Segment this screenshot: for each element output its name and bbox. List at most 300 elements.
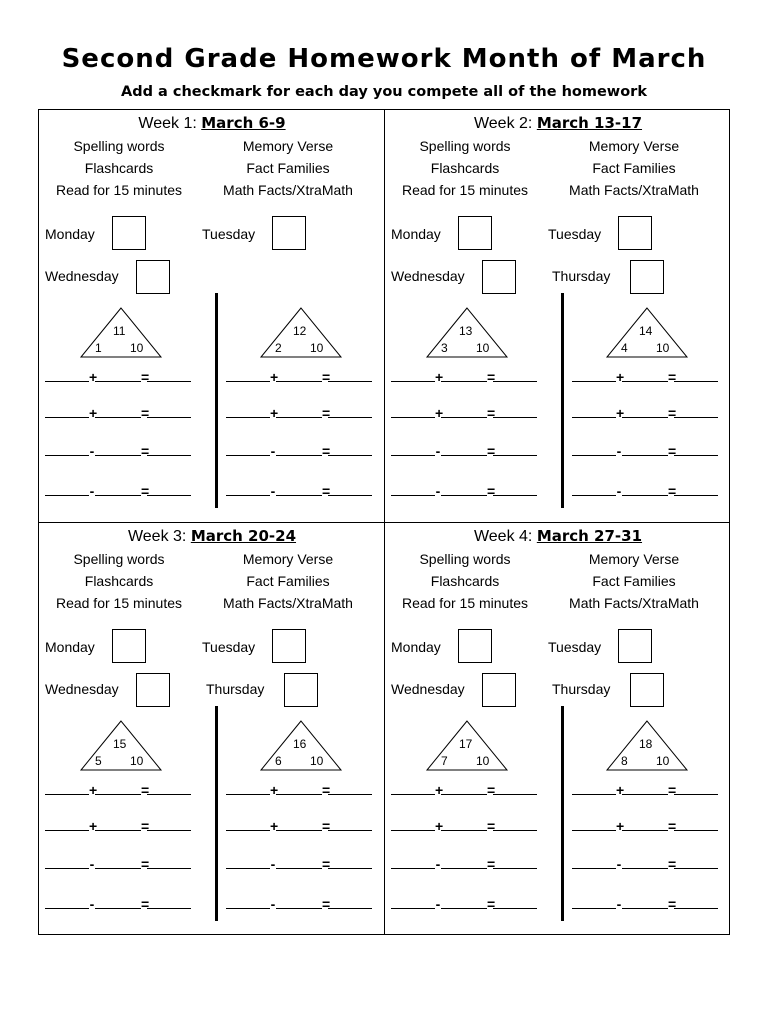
triangle-right-number: 10 xyxy=(310,754,324,768)
fact-family-triangle xyxy=(605,306,689,360)
answer-blank[interactable] xyxy=(226,817,270,831)
equation-row xyxy=(45,368,191,385)
answer-blank[interactable] xyxy=(95,855,141,869)
equation-row xyxy=(226,442,372,459)
triangle-right-number: 10 xyxy=(476,341,490,355)
answer-blank[interactable] xyxy=(45,368,89,382)
operator-sign: + xyxy=(435,405,444,421)
week-panel xyxy=(39,523,385,936)
answer-blank[interactable] xyxy=(441,404,487,418)
operator-sign: + xyxy=(89,818,98,834)
task-item: Memory Verse xyxy=(588,551,680,567)
answer-blank[interactable] xyxy=(276,442,322,456)
equation-row xyxy=(572,895,718,912)
equation-row xyxy=(45,482,191,499)
answer-blank[interactable] xyxy=(328,781,372,795)
equation-row xyxy=(391,368,537,385)
answer-blank[interactable] xyxy=(572,368,616,382)
day-checkbox[interactable] xyxy=(458,629,492,663)
answer-blank[interactable] xyxy=(572,404,616,418)
day-label: Tuesday xyxy=(202,226,256,242)
equals-sign: = xyxy=(487,483,496,499)
equals-sign: = xyxy=(322,896,331,912)
answer-blank[interactable] xyxy=(226,895,270,909)
equation-row xyxy=(226,817,372,834)
equation-row xyxy=(391,855,537,872)
equals-sign: = xyxy=(668,483,677,499)
answer-blank[interactable] xyxy=(441,781,487,795)
task-item: Spelling words xyxy=(419,138,511,154)
day-label: Tuesday xyxy=(202,639,256,655)
day-checkbox[interactable] xyxy=(618,629,652,663)
equation-row xyxy=(226,781,372,798)
equation-row xyxy=(45,855,191,872)
answer-blank[interactable] xyxy=(147,855,191,869)
task-item: Flashcards xyxy=(430,573,500,589)
equals-sign: = xyxy=(141,443,150,459)
task-item: Fact Families xyxy=(246,573,330,589)
triangle-top-number: 13 xyxy=(459,324,473,338)
operator-sign: + xyxy=(89,782,98,798)
answer-blank[interactable] xyxy=(441,817,487,831)
answer-blank[interactable] xyxy=(226,482,270,496)
operator-sign: + xyxy=(270,818,279,834)
operator-sign: - xyxy=(89,483,95,499)
operator-sign: - xyxy=(435,856,441,872)
operator-sign: + xyxy=(616,818,625,834)
answer-blank[interactable] xyxy=(328,482,372,496)
task-item: Read for 15 minutes xyxy=(401,182,529,198)
answer-blank[interactable] xyxy=(147,442,191,456)
equation-row xyxy=(226,482,372,499)
triangle-top-number: 14 xyxy=(639,324,653,338)
answer-blank[interactable] xyxy=(674,404,718,418)
equation-row xyxy=(572,781,718,798)
day-label: Wednesday xyxy=(45,268,119,284)
answer-blank[interactable] xyxy=(493,404,537,418)
operator-sign: - xyxy=(616,856,622,872)
answer-blank[interactable] xyxy=(441,895,487,909)
day-label: Thursday xyxy=(552,268,611,284)
triangle-left-number: 4 xyxy=(621,341,628,355)
equals-sign: = xyxy=(487,896,496,912)
equation-row xyxy=(391,442,537,459)
fact-family-triangle xyxy=(425,719,509,773)
equals-sign: = xyxy=(322,443,331,459)
operator-sign: + xyxy=(270,405,279,421)
page-subtitle: Add a checkmark for each day you compete all of the homework xyxy=(121,84,647,100)
answer-blank[interactable] xyxy=(391,781,435,795)
day-label: Wednesday xyxy=(45,681,119,697)
equals-sign: = xyxy=(141,818,150,834)
task-item: Flashcards xyxy=(430,160,500,176)
answer-blank[interactable] xyxy=(441,855,487,869)
day-checkbox[interactable] xyxy=(112,629,146,663)
answer-blank[interactable] xyxy=(45,442,89,456)
answer-blank[interactable] xyxy=(493,482,537,496)
answer-blank[interactable] xyxy=(226,368,270,382)
triangle-top-number: 11 xyxy=(113,324,126,338)
equals-sign: = xyxy=(322,483,331,499)
day-checkbox[interactable] xyxy=(284,673,318,707)
answer-blank[interactable] xyxy=(572,817,616,831)
day-label: Monday xyxy=(45,226,95,242)
task-item: Math Facts/XtraMath xyxy=(569,595,699,611)
answer-blank[interactable] xyxy=(622,404,668,418)
answer-blank[interactable] xyxy=(622,442,668,456)
operator-sign: + xyxy=(270,369,279,385)
operator-sign: - xyxy=(89,443,95,459)
answer-blank[interactable] xyxy=(391,368,435,382)
day-label: Monday xyxy=(45,639,95,655)
task-item: Read for 15 minutes xyxy=(55,595,183,611)
day-checkbox[interactable] xyxy=(458,216,492,250)
answer-blank[interactable] xyxy=(147,482,191,496)
equation-row xyxy=(391,781,537,798)
week-dates: March 20-24 xyxy=(190,527,297,545)
day-checkbox[interactable] xyxy=(112,216,146,250)
equals-sign: = xyxy=(487,782,496,798)
answer-blank[interactable] xyxy=(95,895,141,909)
operator-sign: + xyxy=(435,818,444,834)
answer-blank[interactable] xyxy=(391,482,435,496)
week-label: Week 2: xyxy=(473,115,533,132)
equation-row xyxy=(45,442,191,459)
triangle-left-number: 5 xyxy=(95,754,102,768)
task-item: Flashcards xyxy=(84,160,154,176)
equation-row xyxy=(572,855,718,872)
answer-blank[interactable] xyxy=(493,895,537,909)
operator-sign: - xyxy=(435,443,441,459)
answer-blank[interactable] xyxy=(147,817,191,831)
equals-sign: = xyxy=(668,405,677,421)
week-panel xyxy=(385,110,731,523)
equals-sign: = xyxy=(668,369,677,385)
week-title xyxy=(385,114,731,133)
equals-sign: = xyxy=(141,483,150,499)
fact-family-triangle xyxy=(425,306,509,360)
day-label: Wednesday xyxy=(391,268,465,284)
answer-blank[interactable] xyxy=(95,781,141,795)
answer-blank[interactable] xyxy=(328,895,372,909)
answer-blank[interactable] xyxy=(674,442,718,456)
operator-sign: + xyxy=(89,405,98,421)
week-panel xyxy=(39,110,385,523)
equation-row xyxy=(391,817,537,834)
answer-blank[interactable] xyxy=(622,482,668,496)
day-label: Monday xyxy=(391,226,441,242)
answer-blank[interactable] xyxy=(572,855,616,869)
column-divider xyxy=(561,293,564,508)
triangle-top-number: 18 xyxy=(639,737,653,751)
operator-sign: - xyxy=(270,896,276,912)
day-label: Tuesday xyxy=(548,226,602,242)
answer-blank[interactable] xyxy=(572,482,616,496)
task-item: Spelling words xyxy=(73,551,165,567)
answer-blank[interactable] xyxy=(45,482,89,496)
answer-blank[interactable] xyxy=(328,442,372,456)
task-item: Math Facts/XtraMath xyxy=(569,182,699,198)
answer-blank[interactable] xyxy=(276,482,322,496)
column-divider xyxy=(215,706,218,921)
answer-blank[interactable] xyxy=(147,895,191,909)
answer-blank[interactable] xyxy=(493,817,537,831)
answer-blank[interactable] xyxy=(147,781,191,795)
answer-blank[interactable] xyxy=(45,404,89,418)
equals-sign: = xyxy=(668,896,677,912)
day-checkbox[interactable] xyxy=(630,260,664,294)
answer-blank[interactable] xyxy=(328,855,372,869)
triangle-top-number: 12 xyxy=(293,324,307,338)
answer-blank[interactable] xyxy=(674,482,718,496)
day-checkbox[interactable] xyxy=(630,673,664,707)
week-dates: March 13-17 xyxy=(536,114,643,132)
triangle-right-number: 10 xyxy=(656,754,670,768)
equals-sign: = xyxy=(322,782,331,798)
day-checkbox[interactable] xyxy=(482,673,516,707)
equals-sign: = xyxy=(141,369,150,385)
answer-blank[interactable] xyxy=(493,368,537,382)
week-dates: March 27-31 xyxy=(536,527,643,545)
answer-blank[interactable] xyxy=(328,368,372,382)
task-item: Flashcards xyxy=(84,573,154,589)
answer-blank[interactable] xyxy=(226,855,270,869)
answer-blank[interactable] xyxy=(391,404,435,418)
answer-blank[interactable] xyxy=(391,442,435,456)
equation-row xyxy=(391,404,537,421)
week-label: Week 4: xyxy=(473,528,533,545)
week-dates: March 6-9 xyxy=(201,114,286,132)
operator-sign: - xyxy=(616,443,622,459)
equation-row xyxy=(572,817,718,834)
answer-blank[interactable] xyxy=(147,368,191,382)
equation-row xyxy=(391,895,537,912)
equation-row xyxy=(45,781,191,798)
operator-sign: + xyxy=(270,782,279,798)
answer-blank[interactable] xyxy=(622,368,668,382)
answer-blank[interactable] xyxy=(226,781,270,795)
triangle-right-number: 10 xyxy=(310,341,324,355)
answer-blank[interactable] xyxy=(622,817,668,831)
equation-row xyxy=(226,895,372,912)
answer-blank[interactable] xyxy=(572,895,616,909)
day-checkbox[interactable] xyxy=(136,260,170,294)
operator-sign: - xyxy=(270,443,276,459)
answer-blank[interactable] xyxy=(95,442,141,456)
week-title xyxy=(39,527,385,546)
operator-sign: - xyxy=(270,483,276,499)
task-item: Math Facts/XtraMath xyxy=(223,595,353,611)
fact-family-triangle xyxy=(79,719,163,773)
equals-sign: = xyxy=(487,856,496,872)
answer-blank[interactable] xyxy=(622,781,668,795)
equation-row xyxy=(572,368,718,385)
equation-row xyxy=(226,855,372,872)
equation-row xyxy=(572,442,718,459)
answer-blank[interactable] xyxy=(95,482,141,496)
week-panel xyxy=(385,523,731,936)
equals-sign: = xyxy=(487,443,496,459)
equals-sign: = xyxy=(322,856,331,872)
triangle-left-number: 6 xyxy=(275,754,282,768)
day-label: Thursday xyxy=(206,681,265,697)
equals-sign: = xyxy=(322,369,331,385)
answer-blank[interactable] xyxy=(147,404,191,418)
answer-blank[interactable] xyxy=(45,817,89,831)
task-item: Memory Verse xyxy=(242,138,334,154)
answer-blank[interactable] xyxy=(493,855,537,869)
answer-blank[interactable] xyxy=(276,817,322,831)
task-item: Spelling words xyxy=(73,138,165,154)
answer-blank[interactable] xyxy=(328,404,372,418)
task-item: Fact Families xyxy=(592,573,676,589)
answer-blank[interactable] xyxy=(622,895,668,909)
triangle-top-number: 15 xyxy=(113,737,127,751)
equals-sign: = xyxy=(668,443,677,459)
equation-row xyxy=(226,368,372,385)
equation-row xyxy=(572,404,718,421)
week-label: Week 1: xyxy=(138,115,197,132)
answer-blank[interactable] xyxy=(622,855,668,869)
triangle-right-number: 10 xyxy=(130,754,144,768)
task-item: Read for 15 minutes xyxy=(401,595,529,611)
answer-blank[interactable] xyxy=(276,368,322,382)
triangle-right-number: 10 xyxy=(476,754,490,768)
week-title xyxy=(39,114,385,133)
answer-blank[interactable] xyxy=(572,442,616,456)
answer-blank[interactable] xyxy=(391,895,435,909)
answer-blank[interactable] xyxy=(276,855,322,869)
task-item: Memory Verse xyxy=(588,138,680,154)
fact-family-triangle xyxy=(259,719,343,773)
answer-blank[interactable] xyxy=(226,404,270,418)
equation-row xyxy=(226,404,372,421)
triangle-right-number: 10 xyxy=(130,341,144,355)
triangle-top-number: 17 xyxy=(459,737,473,751)
answer-blank[interactable] xyxy=(572,781,616,795)
answer-blank[interactable] xyxy=(441,368,487,382)
operator-sign: + xyxy=(89,369,98,385)
day-label: Tuesday xyxy=(548,639,602,655)
operator-sign: - xyxy=(435,483,441,499)
answer-blank[interactable] xyxy=(226,442,270,456)
equation-row xyxy=(391,482,537,499)
task-item: Read for 15 minutes xyxy=(55,182,183,198)
triangle-top-number: 16 xyxy=(293,737,307,751)
equals-sign: = xyxy=(668,818,677,834)
triangle-left-number: 8 xyxy=(621,754,628,768)
week-title xyxy=(385,527,731,546)
triangle-right-number: 10 xyxy=(656,341,670,355)
equals-sign: = xyxy=(487,369,496,385)
equals-sign: = xyxy=(141,782,150,798)
equals-sign: = xyxy=(668,856,677,872)
day-checkbox[interactable] xyxy=(272,216,306,250)
answer-blank[interactable] xyxy=(391,817,435,831)
answer-blank[interactable] xyxy=(95,817,141,831)
homework-grid xyxy=(38,109,730,935)
operator-sign: - xyxy=(270,856,276,872)
week-label: Week 3: xyxy=(127,528,187,545)
day-label: Monday xyxy=(391,639,441,655)
equals-sign: = xyxy=(141,405,150,421)
answer-blank[interactable] xyxy=(391,855,435,869)
answer-blank[interactable] xyxy=(276,895,322,909)
equals-sign: = xyxy=(487,818,496,834)
answer-blank[interactable] xyxy=(276,404,322,418)
answer-blank[interactable] xyxy=(45,855,89,869)
triangle-left-number: 7 xyxy=(441,754,448,768)
answer-blank[interactable] xyxy=(441,482,487,496)
answer-blank[interactable] xyxy=(95,368,141,382)
answer-blank[interactable] xyxy=(493,442,537,456)
answer-blank[interactable] xyxy=(674,368,718,382)
equals-sign: = xyxy=(322,818,331,834)
triangle-left-number: 3 xyxy=(441,341,448,355)
operator-sign: + xyxy=(616,782,625,798)
answer-blank[interactable] xyxy=(674,855,718,869)
task-item: Fact Families xyxy=(592,160,676,176)
equation-row xyxy=(45,404,191,421)
day-label: Thursday xyxy=(552,681,611,697)
task-item: Fact Families xyxy=(246,160,330,176)
day-checkbox[interactable] xyxy=(136,673,170,707)
task-item: Math Facts/XtraMath xyxy=(223,182,353,198)
day-checkbox[interactable] xyxy=(482,260,516,294)
answer-blank[interactable] xyxy=(45,895,89,909)
operator-sign: - xyxy=(616,896,622,912)
operator-sign: + xyxy=(435,369,444,385)
day-checkbox[interactable] xyxy=(272,629,306,663)
answer-blank[interactable] xyxy=(674,781,718,795)
answer-blank[interactable] xyxy=(45,781,89,795)
answer-blank[interactable] xyxy=(674,817,718,831)
page-title: Second Grade Homework Month of March xyxy=(61,44,707,74)
operator-sign: - xyxy=(89,856,95,872)
day-label: Wednesday xyxy=(391,681,465,697)
equation-row xyxy=(45,817,191,834)
answer-blank[interactable] xyxy=(95,404,141,418)
column-divider xyxy=(215,293,218,508)
fact-family-triangle xyxy=(259,306,343,360)
fact-family-triangle xyxy=(79,306,163,360)
equals-sign: = xyxy=(668,782,677,798)
answer-blank[interactable] xyxy=(276,781,322,795)
operator-sign: - xyxy=(89,896,95,912)
equals-sign: = xyxy=(141,856,150,872)
task-item: Memory Verse xyxy=(242,551,334,567)
equation-row xyxy=(572,482,718,499)
operator-sign: + xyxy=(616,405,625,421)
answer-blank[interactable] xyxy=(441,442,487,456)
column-divider xyxy=(561,706,564,921)
equals-sign: = xyxy=(487,405,496,421)
triangle-left-number: 2 xyxy=(275,341,282,355)
task-item: Spelling words xyxy=(419,551,511,567)
operator-sign: - xyxy=(616,483,622,499)
operator-sign: + xyxy=(435,782,444,798)
triangle-left-number: 1 xyxy=(95,341,102,355)
answer-blank[interactable] xyxy=(493,781,537,795)
answer-blank[interactable] xyxy=(328,817,372,831)
operator-sign: + xyxy=(616,369,625,385)
fact-family-triangle xyxy=(605,719,689,773)
equation-row xyxy=(45,895,191,912)
answer-blank[interactable] xyxy=(674,895,718,909)
operator-sign: - xyxy=(435,896,441,912)
equals-sign: = xyxy=(141,896,150,912)
day-checkbox[interactable] xyxy=(618,216,652,250)
